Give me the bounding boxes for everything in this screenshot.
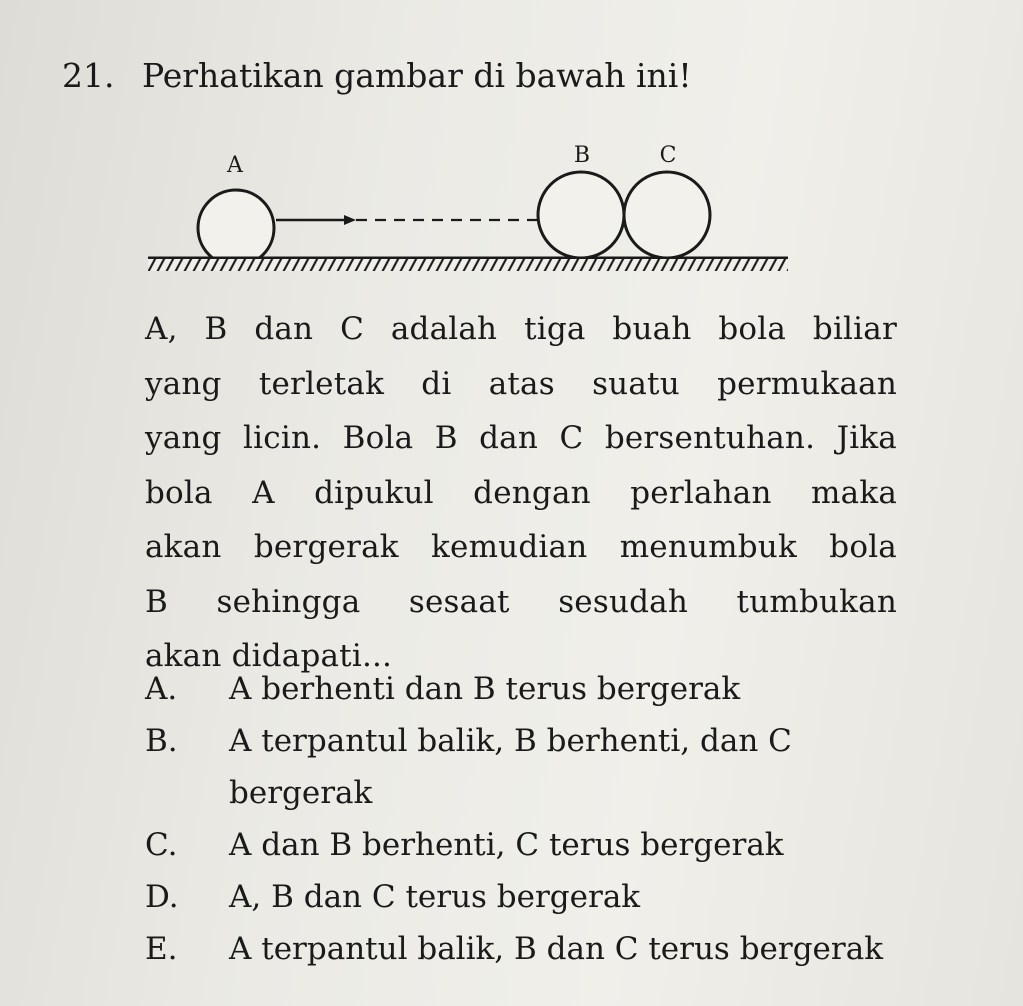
- question-number: 21.: [62, 56, 115, 95]
- paragraph-line: A, B dan C adalah tiga buah bola biliar: [145, 311, 897, 347]
- option-letter: A.: [145, 671, 178, 707]
- ball-c: [624, 172, 710, 258]
- label-ball-c: C: [659, 143, 677, 168]
- motion-arrow: [276, 215, 538, 225]
- option-text: A dan B berhenti, C terus bergerak: [229, 827, 784, 863]
- option-c: [145, 819, 905, 871]
- ball-a: [198, 190, 274, 266]
- paragraph-line: yang licin. Bola B dan C bersentuhan. Jika: [145, 420, 897, 456]
- option-letter: C.: [145, 827, 178, 863]
- option-text: A, B dan C terus bergerak: [229, 879, 641, 915]
- option-letter: B.: [145, 723, 178, 759]
- question-header: [62, 56, 692, 95]
- option-text: A berhenti dan B terus bergerak: [229, 671, 741, 707]
- option-e: [145, 923, 905, 975]
- smooth-surface: [148, 258, 788, 271]
- option-letter: D.: [145, 879, 179, 915]
- option-text: A terpantul balik, B berhenti, dan C: [229, 723, 792, 759]
- option-b: [145, 715, 905, 819]
- paragraph-line: akan bergerak kemudian menumbuk bola: [145, 529, 897, 565]
- paragraph-line: bola A dipukul dengan perlahan maka: [145, 474, 897, 511]
- paragraph-line: akan didapati...: [145, 638, 393, 674]
- question-paragraph: [145, 302, 897, 684]
- paragraph-line: B sehingga sesaat sesudah tumbukan: [145, 583, 897, 620]
- option-text: A terpantul balik, B dan C terus bergerak: [229, 931, 883, 967]
- option-text-continuation: bergerak: [229, 775, 373, 811]
- option-letter: E.: [145, 931, 178, 967]
- ball-b: [538, 172, 624, 258]
- paragraph-line: yang terletak di atas suatu permukaan: [145, 365, 897, 402]
- answer-options: [145, 663, 905, 975]
- label-ball-a: A: [227, 153, 243, 178]
- billiard-figure: [138, 135, 818, 285]
- label-ball-b: B: [573, 143, 591, 168]
- question-prompt: Perhatikan gambar di bawah ini!: [142, 56, 692, 95]
- option-a: [145, 663, 905, 715]
- option-d: [145, 871, 905, 923]
